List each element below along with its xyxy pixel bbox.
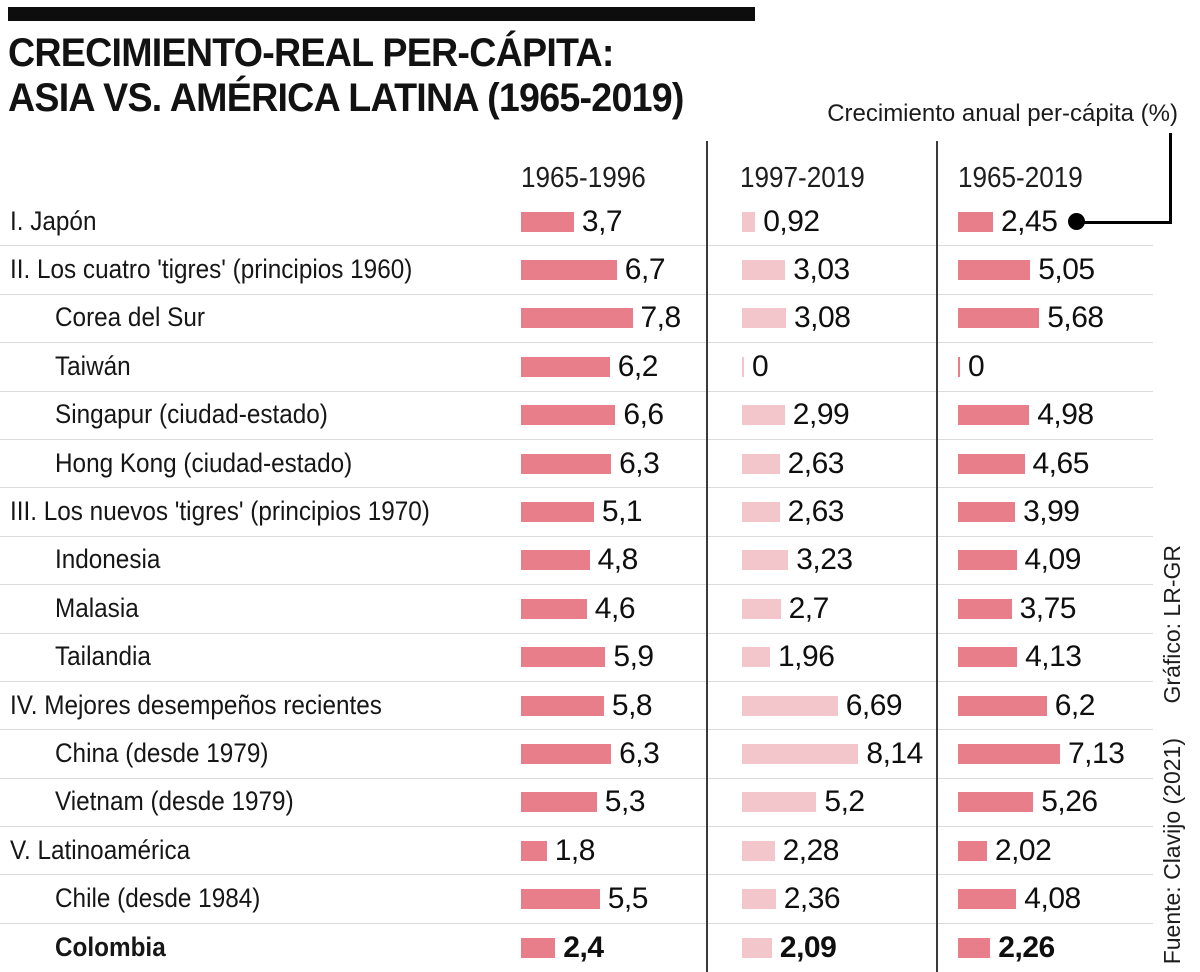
table-row: [0, 634, 1153, 682]
value-label: 2,4: [563, 931, 604, 965]
value-cell: [742, 488, 844, 535]
value-bar: [742, 454, 780, 474]
column-header-1965-1996: 1965-1996: [521, 162, 646, 194]
value-label: 5,68: [1047, 301, 1104, 335]
value-label: 6,3: [619, 446, 660, 480]
value-label: 2,36: [783, 882, 841, 916]
table-body: [0, 198, 1153, 972]
value-cell: [742, 682, 902, 729]
row-label: Taiwán: [55, 350, 131, 381]
source-credit: Fuente: Clavijo (2021): [1159, 738, 1185, 965]
value-bar: [521, 841, 547, 861]
table-row: [0, 682, 1153, 730]
table-row: [0, 392, 1153, 440]
value-label: 5,1: [601, 495, 643, 529]
value-label: 5,05: [1038, 253, 1095, 287]
value-bar: [521, 260, 617, 280]
value-bar: [521, 550, 590, 570]
value-label: 2,02: [994, 833, 1052, 867]
value-label: 6,6: [623, 398, 664, 432]
value-cell: [742, 537, 853, 584]
value-bar: [742, 938, 772, 958]
row-label: I. Japón: [10, 205, 97, 236]
value-bar: [958, 454, 1025, 474]
value-bar: [958, 792, 1033, 812]
value-bar: [958, 212, 993, 232]
table-row: [0, 537, 1153, 585]
value-cell: [742, 827, 839, 874]
value-cell: [958, 392, 1094, 439]
value-label: 3,03: [793, 253, 850, 287]
page-title: [8, 31, 684, 121]
row-label: Vietnam (desde 1979): [55, 786, 294, 817]
row-label: Corea del Sur: [55, 302, 205, 333]
value-cell: [521, 875, 648, 922]
value-bar: [958, 647, 1017, 667]
value-bar: [521, 938, 555, 958]
value-bar: [521, 502, 594, 522]
row-label: Hong Kong (ciudad-estado): [55, 447, 353, 478]
page-title-line1: CRECIMIENTO-REAL PER-CÁPITA:: [8, 31, 614, 75]
table-row: [0, 198, 1153, 246]
value-cell: [958, 779, 1098, 826]
value-bar: [742, 744, 858, 764]
value-bar: [958, 744, 1060, 764]
row-label: V. Latinoamérica: [10, 834, 191, 865]
value-bar: [521, 308, 633, 328]
value-label: 7,8: [640, 301, 681, 335]
unit-annotation-label: Crecimiento anual per-cápita (%): [827, 100, 1178, 127]
row-label: China (desde 1979): [55, 737, 269, 768]
table-row: [0, 827, 1153, 875]
annotation-connector-vertical: [1169, 133, 1172, 224]
value-label: 6,7: [624, 253, 666, 287]
annotation-connector-horizontal: [1080, 221, 1172, 224]
value-label: 3,08: [794, 301, 851, 335]
value-bar: [521, 599, 587, 619]
value-bar: [958, 308, 1039, 328]
value-cell: [521, 295, 681, 342]
value-label: 3,7: [581, 204, 623, 238]
value-cell: [521, 392, 664, 439]
value-label: 2,09: [779, 931, 837, 965]
table-row: [0, 585, 1153, 633]
value-cell: [958, 730, 1124, 777]
value-cell: [521, 730, 659, 777]
value-bar: [742, 212, 755, 232]
value-cell: [742, 585, 829, 632]
value-label: 0: [968, 349, 985, 383]
value-bar: [521, 889, 600, 909]
value-bar: [742, 599, 781, 619]
value-label: 3,75: [1019, 591, 1076, 625]
row-label: Malasia: [55, 592, 139, 623]
table-row: [0, 295, 1153, 343]
value-cell: [958, 875, 1081, 922]
table-row: [0, 875, 1153, 923]
value-cell: [958, 537, 1081, 584]
value-bar: [958, 889, 1016, 909]
value-cell: [521, 343, 658, 390]
value-cell: [742, 924, 836, 972]
value-cell: [521, 634, 654, 681]
value-cell: [958, 488, 1079, 535]
table-row: [0, 779, 1153, 827]
value-cell: [521, 198, 622, 245]
value-label: 8,14: [866, 736, 923, 770]
column-header-1997-2019: 1997-2019: [740, 162, 865, 194]
value-cell: [742, 295, 850, 342]
value-label: 2,26: [998, 931, 1055, 965]
accent-bar: [8, 7, 755, 21]
value-cell: [958, 634, 1081, 681]
row-label: III. Los nuevos 'tigres' (principios 1970): [10, 495, 430, 526]
value-label: 2,28: [782, 833, 839, 867]
value-bar: [742, 260, 785, 280]
value-bar: [958, 938, 990, 958]
value-bar: [958, 502, 1015, 522]
row-label: Indonesia: [55, 544, 161, 575]
value-label: 7,13: [1068, 736, 1125, 770]
value-cell: [521, 488, 642, 535]
value-bar: [521, 647, 605, 667]
value-label: 3,23: [796, 543, 853, 577]
value-label: 5,9: [613, 640, 654, 674]
value-cell: [521, 924, 604, 972]
value-cell: [521, 779, 645, 826]
value-cell: [958, 827, 1051, 874]
value-cell: [958, 246, 1095, 293]
value-cell: [742, 343, 768, 390]
value-label: 2,63: [787, 495, 844, 529]
value-cell: [521, 585, 635, 632]
column-header-1965-2019: 1965-2019: [958, 162, 1083, 194]
column-divider: [936, 141, 938, 972]
value-bar: [521, 212, 574, 232]
value-label: 2,99: [792, 398, 850, 432]
value-cell: [742, 634, 834, 681]
value-bar: [742, 647, 770, 667]
value-cell: [742, 392, 849, 439]
value-bar: [958, 841, 987, 861]
value-cell: [742, 246, 850, 293]
value-bar: [958, 599, 1012, 619]
value-bar: [521, 357, 610, 377]
value-label: 6,69: [845, 688, 903, 722]
value-bar: [521, 744, 611, 764]
row-label: IV. Mejores desempeños recientes: [10, 689, 382, 720]
value-cell: [958, 682, 1095, 729]
value-label: 5,26: [1041, 785, 1098, 819]
value-cell: [958, 585, 1076, 632]
value-bar: [742, 889, 776, 909]
value-cell: [521, 827, 595, 874]
value-label: 4,13: [1025, 640, 1082, 674]
value-label: 4,8: [597, 543, 638, 577]
table-row: [0, 343, 1153, 391]
value-label: 0,92: [763, 204, 820, 238]
value-cell: [742, 875, 840, 922]
value-bar: [742, 696, 838, 716]
value-bar: [958, 696, 1047, 716]
value-cell: [742, 440, 844, 487]
value-label: 1,8: [554, 833, 595, 867]
value-bar: [958, 357, 960, 377]
value-bar: [742, 308, 786, 328]
value-label: 4,65: [1032, 446, 1089, 480]
value-cell: [958, 440, 1089, 487]
value-bar: [521, 792, 597, 812]
value-cell: [742, 198, 820, 245]
column-divider: [706, 141, 708, 972]
value-label: 0: [752, 349, 769, 383]
table-row: [0, 246, 1153, 294]
value-cell: [742, 730, 923, 777]
page-title-line2: ASIA VS. AMÉRICA LATINA (1965-2019): [8, 76, 684, 120]
table-row: [0, 488, 1153, 536]
value-cell: [521, 537, 638, 584]
table-row: [0, 924, 1153, 972]
value-bar: [958, 550, 1017, 570]
value-bar: [742, 502, 780, 522]
value-label: 5,5: [607, 882, 648, 916]
value-bar: [742, 792, 816, 812]
value-label: 1,96: [778, 640, 835, 674]
value-label: 4,09: [1024, 543, 1081, 577]
value-bar: [521, 454, 611, 474]
row-label: Chile (desde 1984): [55, 883, 261, 914]
value-label: 2,7: [788, 591, 829, 625]
value-cell: [521, 682, 652, 729]
row-label: Tailandia: [55, 641, 151, 672]
value-bar: [742, 550, 788, 570]
row-label: Colombia: [55, 931, 166, 962]
value-label: 2,45: [1001, 204, 1058, 238]
value-bar: [521, 405, 615, 425]
value-cell: [958, 924, 1055, 972]
value-label: 5,8: [611, 688, 653, 722]
value-bar: [742, 841, 775, 861]
value-label: 5,2: [824, 785, 865, 819]
value-cell: [521, 440, 659, 487]
value-label: 4,6: [594, 591, 636, 625]
value-cell: [958, 343, 984, 390]
table-row: [0, 730, 1153, 778]
value-bar: [742, 357, 744, 377]
value-bar: [521, 696, 604, 716]
table-row: [0, 440, 1153, 488]
row-label: Singapur (ciudad-estado): [55, 399, 328, 430]
value-bar: [742, 405, 785, 425]
value-cell: [958, 198, 1085, 245]
value-cell: [742, 779, 865, 826]
value-label: 4,08: [1024, 882, 1081, 916]
graphic-credit: Gráfico: LR-GR: [1159, 545, 1185, 704]
value-label: 2,63: [787, 446, 844, 480]
value-label: 6,3: [619, 736, 660, 770]
value-bar: [958, 405, 1029, 425]
value-label: 4,98: [1037, 398, 1094, 432]
row-label: II. Los cuatro 'tigres' (principios 1960): [10, 253, 413, 284]
value-label: 5,3: [604, 785, 646, 819]
value-label: 6,2: [1054, 688, 1095, 722]
value-cell: [958, 295, 1104, 342]
value-label: 3,99: [1023, 495, 1080, 529]
value-cell: [521, 246, 665, 293]
value-bar: [958, 260, 1030, 280]
value-label: 6,2: [617, 349, 658, 383]
